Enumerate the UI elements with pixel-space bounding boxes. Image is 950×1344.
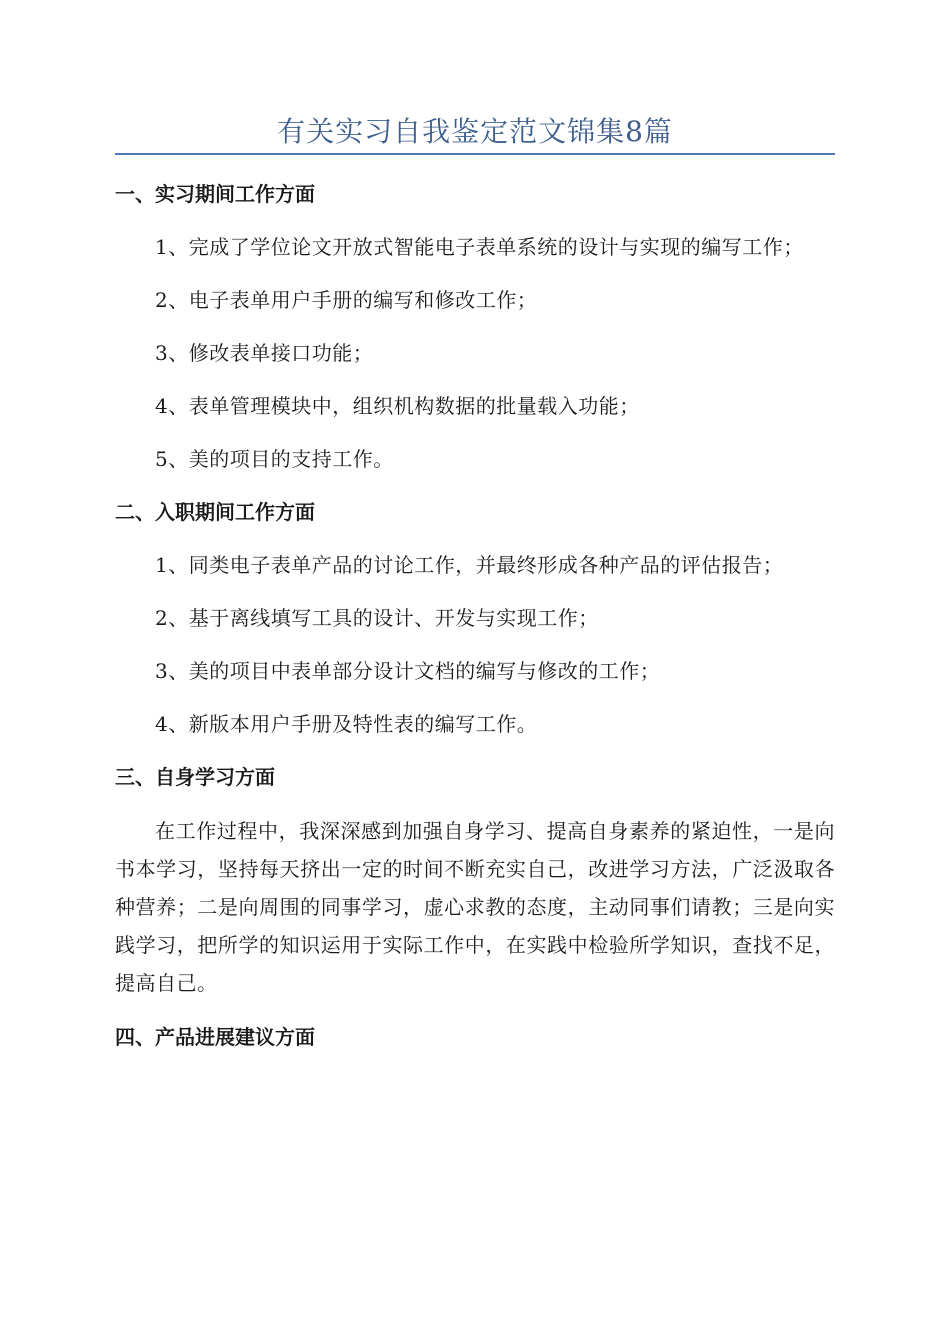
list-item: 2、电子表单用户手册的编写和修改工作； xyxy=(155,288,538,312)
section-self-learning xyxy=(115,759,835,1002)
body-paragraph: 在工作过程中，我深深感到加强自身学习、提高自身素养的紧迫性，一是向书本学习，坚持每天挤出一定的时间不断充实自己，改进学习方法，广泛汲取各种营养；二是向周围的同事学习，虚心求教的态度，主动同事们请教；三是向实践学习，把所学的知识运用于实际工作中，在实践中检验所学知识，查找不足，提高自己。 xyxy=(115,819,835,995)
section-heading: 三、自身学习方面 xyxy=(115,765,275,789)
document-body xyxy=(115,176,835,1072)
list-item: 4、表单管理模块中，组织机构数据的批量载入功能； xyxy=(155,394,640,418)
list-item: 5、美的项目的支持工作。 xyxy=(155,447,394,471)
section-work-onboarding xyxy=(115,494,835,742)
list-item: 1、同类电子表单产品的讨论工作，并最终形成各种产品的评估报告； xyxy=(155,553,784,577)
list-item: 2、基于离线填写工具的设计、开发与实现工作； xyxy=(155,606,599,630)
section-heading: 一、实习期间工作方面 xyxy=(115,182,315,206)
list-item: 1、完成了学位论文开放式智能电子表单系统的设计与实现的编写工作； xyxy=(155,235,804,259)
list-item: 3、美的项目中表单部分设计文档的编写与修改的工作； xyxy=(155,659,661,683)
title-divider xyxy=(115,153,835,155)
document-title: 有关实习自我鉴定范文锦集8篇 xyxy=(277,115,673,148)
list-item: 3、修改表单接口功能； xyxy=(155,341,374,365)
list-item: 4、新版本用户手册及特性表的编写工作。 xyxy=(155,712,538,736)
section-heading: 二、入职期间工作方面 xyxy=(115,500,315,524)
section-product-suggestions xyxy=(115,1019,835,1055)
section-heading: 四、产品进展建议方面 xyxy=(115,1025,315,1049)
section-work-internship xyxy=(115,176,835,477)
